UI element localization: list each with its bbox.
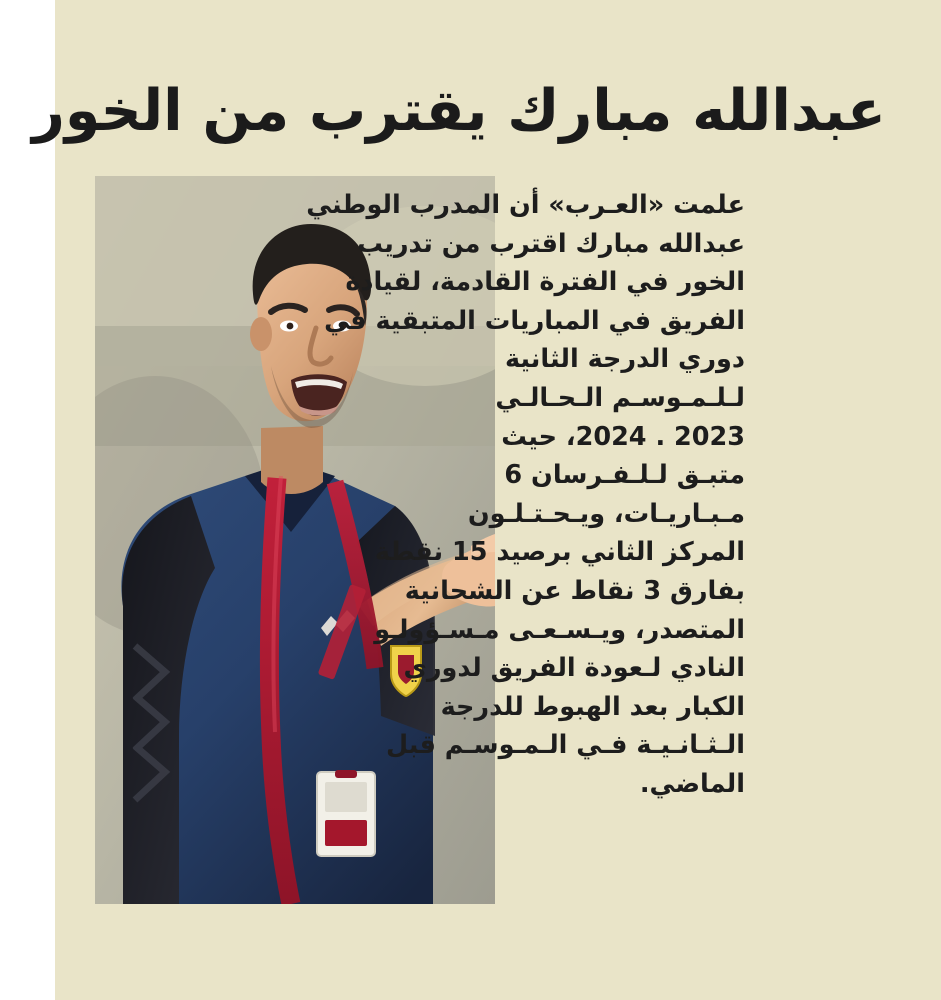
body-line: النادي لـعودة الفريق لدوري (403, 653, 745, 684)
body-line: الماضي. (639, 768, 745, 799)
body-line: عبدالله مبارك اقترب من تدريب (357, 228, 745, 259)
body-line: المتصدر، ويـسـعـى مـسـؤولـو (374, 614, 745, 645)
body-line: مـبـاريـات، ويـحـتـلـون (467, 498, 745, 529)
body-line: بفارق 3 نقاط عن الشحانية (404, 575, 745, 606)
body-line: الفريق في المباريات المتبقية في (324, 305, 745, 336)
body-line: علمت «العـرب» أن المدرب الوطني (306, 190, 745, 220)
body-line: دوري الدرجة الثانية (504, 344, 745, 375)
body-line: الخور في الفترة القادمة، لقيادة (345, 267, 745, 298)
accreditation-badge-icon (295, 770, 415, 900)
body-line: الكبار بعد الهبوط للدرجة (440, 691, 745, 722)
body-line: 2023 . 2024، حيث (501, 421, 745, 452)
body-line: الـثـانـيـة فـي الـمـوسـم قبل (386, 730, 745, 761)
body-line: لـلـمـوسـم الـحـالـي (495, 382, 745, 413)
body-line: المركز الثاني برصيد 15 نقطة (374, 537, 745, 568)
article-body-text (306, 186, 745, 804)
body-line: متبـق لـلـفـرسان 6 (504, 460, 745, 491)
article-headline: عبدالله مبارك يقترب من الخور (32, 78, 886, 145)
